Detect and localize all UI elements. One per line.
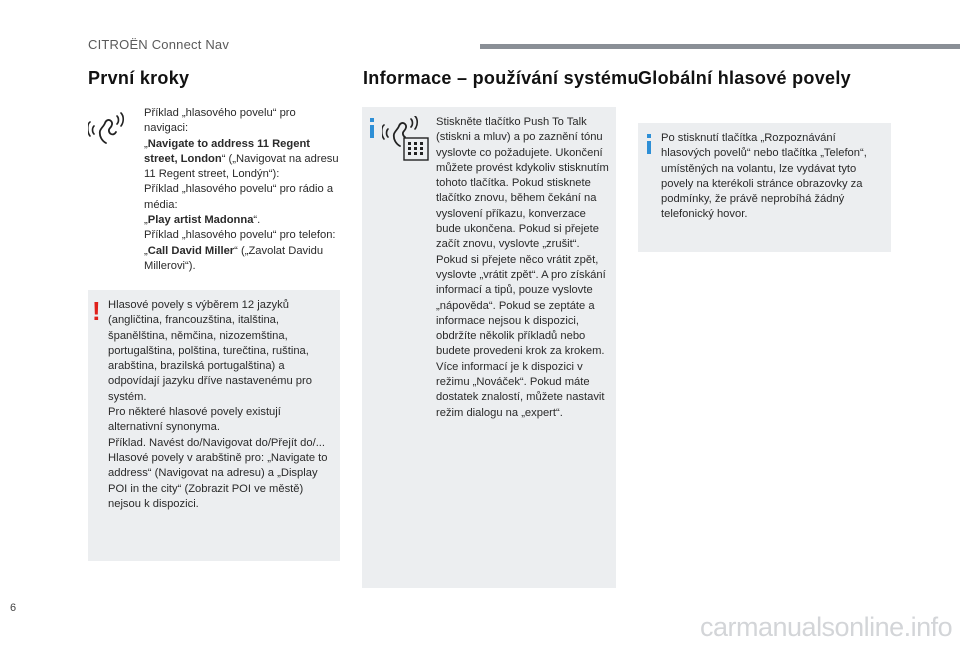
info-icon-dot xyxy=(647,134,651,138)
voice-command-examples: Příklad „hlasového povelu“ pro navigaci: „Navigate to address 11 Regent street, London“ („Navigovat na adresu 11 Regent street, Londýn“): Příklad „hlasového povelu“ pro rádio a média: „Play artist Madonna“. Příklad „hlasového povelu“ pro telefon: „Call David Miller“ („Zavolat Davidu Millerovi“). xyxy=(144,107,339,272)
header-bar xyxy=(480,44,960,49)
watermark: carmanualsonline.info xyxy=(700,612,953,642)
section-title-system-info: Informace – používání systému xyxy=(363,68,639,88)
warning-box xyxy=(88,290,340,561)
info-icon xyxy=(370,125,374,138)
section-title-global-commands: Globální hlasové povely xyxy=(638,68,851,88)
warning-icon: ! xyxy=(92,296,101,326)
push-to-talk-icon xyxy=(382,116,430,162)
warning-text: Hlasové povely s výběrem 12 jazyků (angličtina, francouzština, italština, španělština, němčina, nizozemština, portugalština, polština, turečtina, ruština, arabština, brazilská portugalština) a odpovídají jazyku dříve nastavenému pro systém. Pro některé hlasové povely existují alternativní synonyma. Příklad. Navést do/Navigovat do/Přejít do/... Hlasové povely v arabštině pro: „Navigate to address“ (Navigovat na adresu) a „Display POI in the city“ (Zobrazit POI ve městě) nejsou k dispozici. xyxy=(108,299,328,510)
info-text-global-commands: Po stisknutí tlačítka „Rozpoznávání hlasových povelů“ nebo tlačítka „Telefon“, umístěných na volantu, lze vydávat tyto povely na kterékoli stránce obrazovky za podmínky, že právě neprobíhá žádný telefonický hovor. xyxy=(661,132,867,221)
section-title-first-steps: První kroky xyxy=(88,68,190,88)
info-icon-dot xyxy=(370,118,374,122)
info-text-system-usage: Stiskněte tlačítko Push To Talk (stiskni a mluv) a po zaznění tónu vyslovte co požadujete. Ukončení můžete provést kdykoliv stisknutím tohoto tlačítka. Pokud stisknete tlačítko znovu, během čekání na vyslovení příkazu, konverzace bude ukončena. Pokud si přejete začít znovu, vyslovte „zrušit“. Pokud si přejete něco vrátit zpět, vyslovte „vrátit zpět“. A pro získání informací a tipů, pouze vyslovte „nápověda“. Pokud se zeptáte a informace nejsou k dispozici, obdržíte několik příkladů nebo budete provedeni krok za krokem. Více informací je k dispozici v režimu „Nováček“. Pokud máte dostatek znalostí, můžete nastavit režim dialogu na „expert“. xyxy=(436,116,609,419)
info-box-global-commands xyxy=(638,123,891,252)
info-box-system-usage xyxy=(362,107,616,588)
info-icon xyxy=(647,141,651,154)
voice-command-icon xyxy=(88,112,128,146)
document-header-title: CITROËN Connect Nav xyxy=(88,37,230,52)
page-number: 6 xyxy=(10,602,17,614)
command-example-navigation: Navigate to address 11 Regent street, London xyxy=(144,137,311,165)
command-example-media: Play artist Madonna xyxy=(147,214,254,227)
command-example-phone: Call David Miller xyxy=(147,244,235,257)
